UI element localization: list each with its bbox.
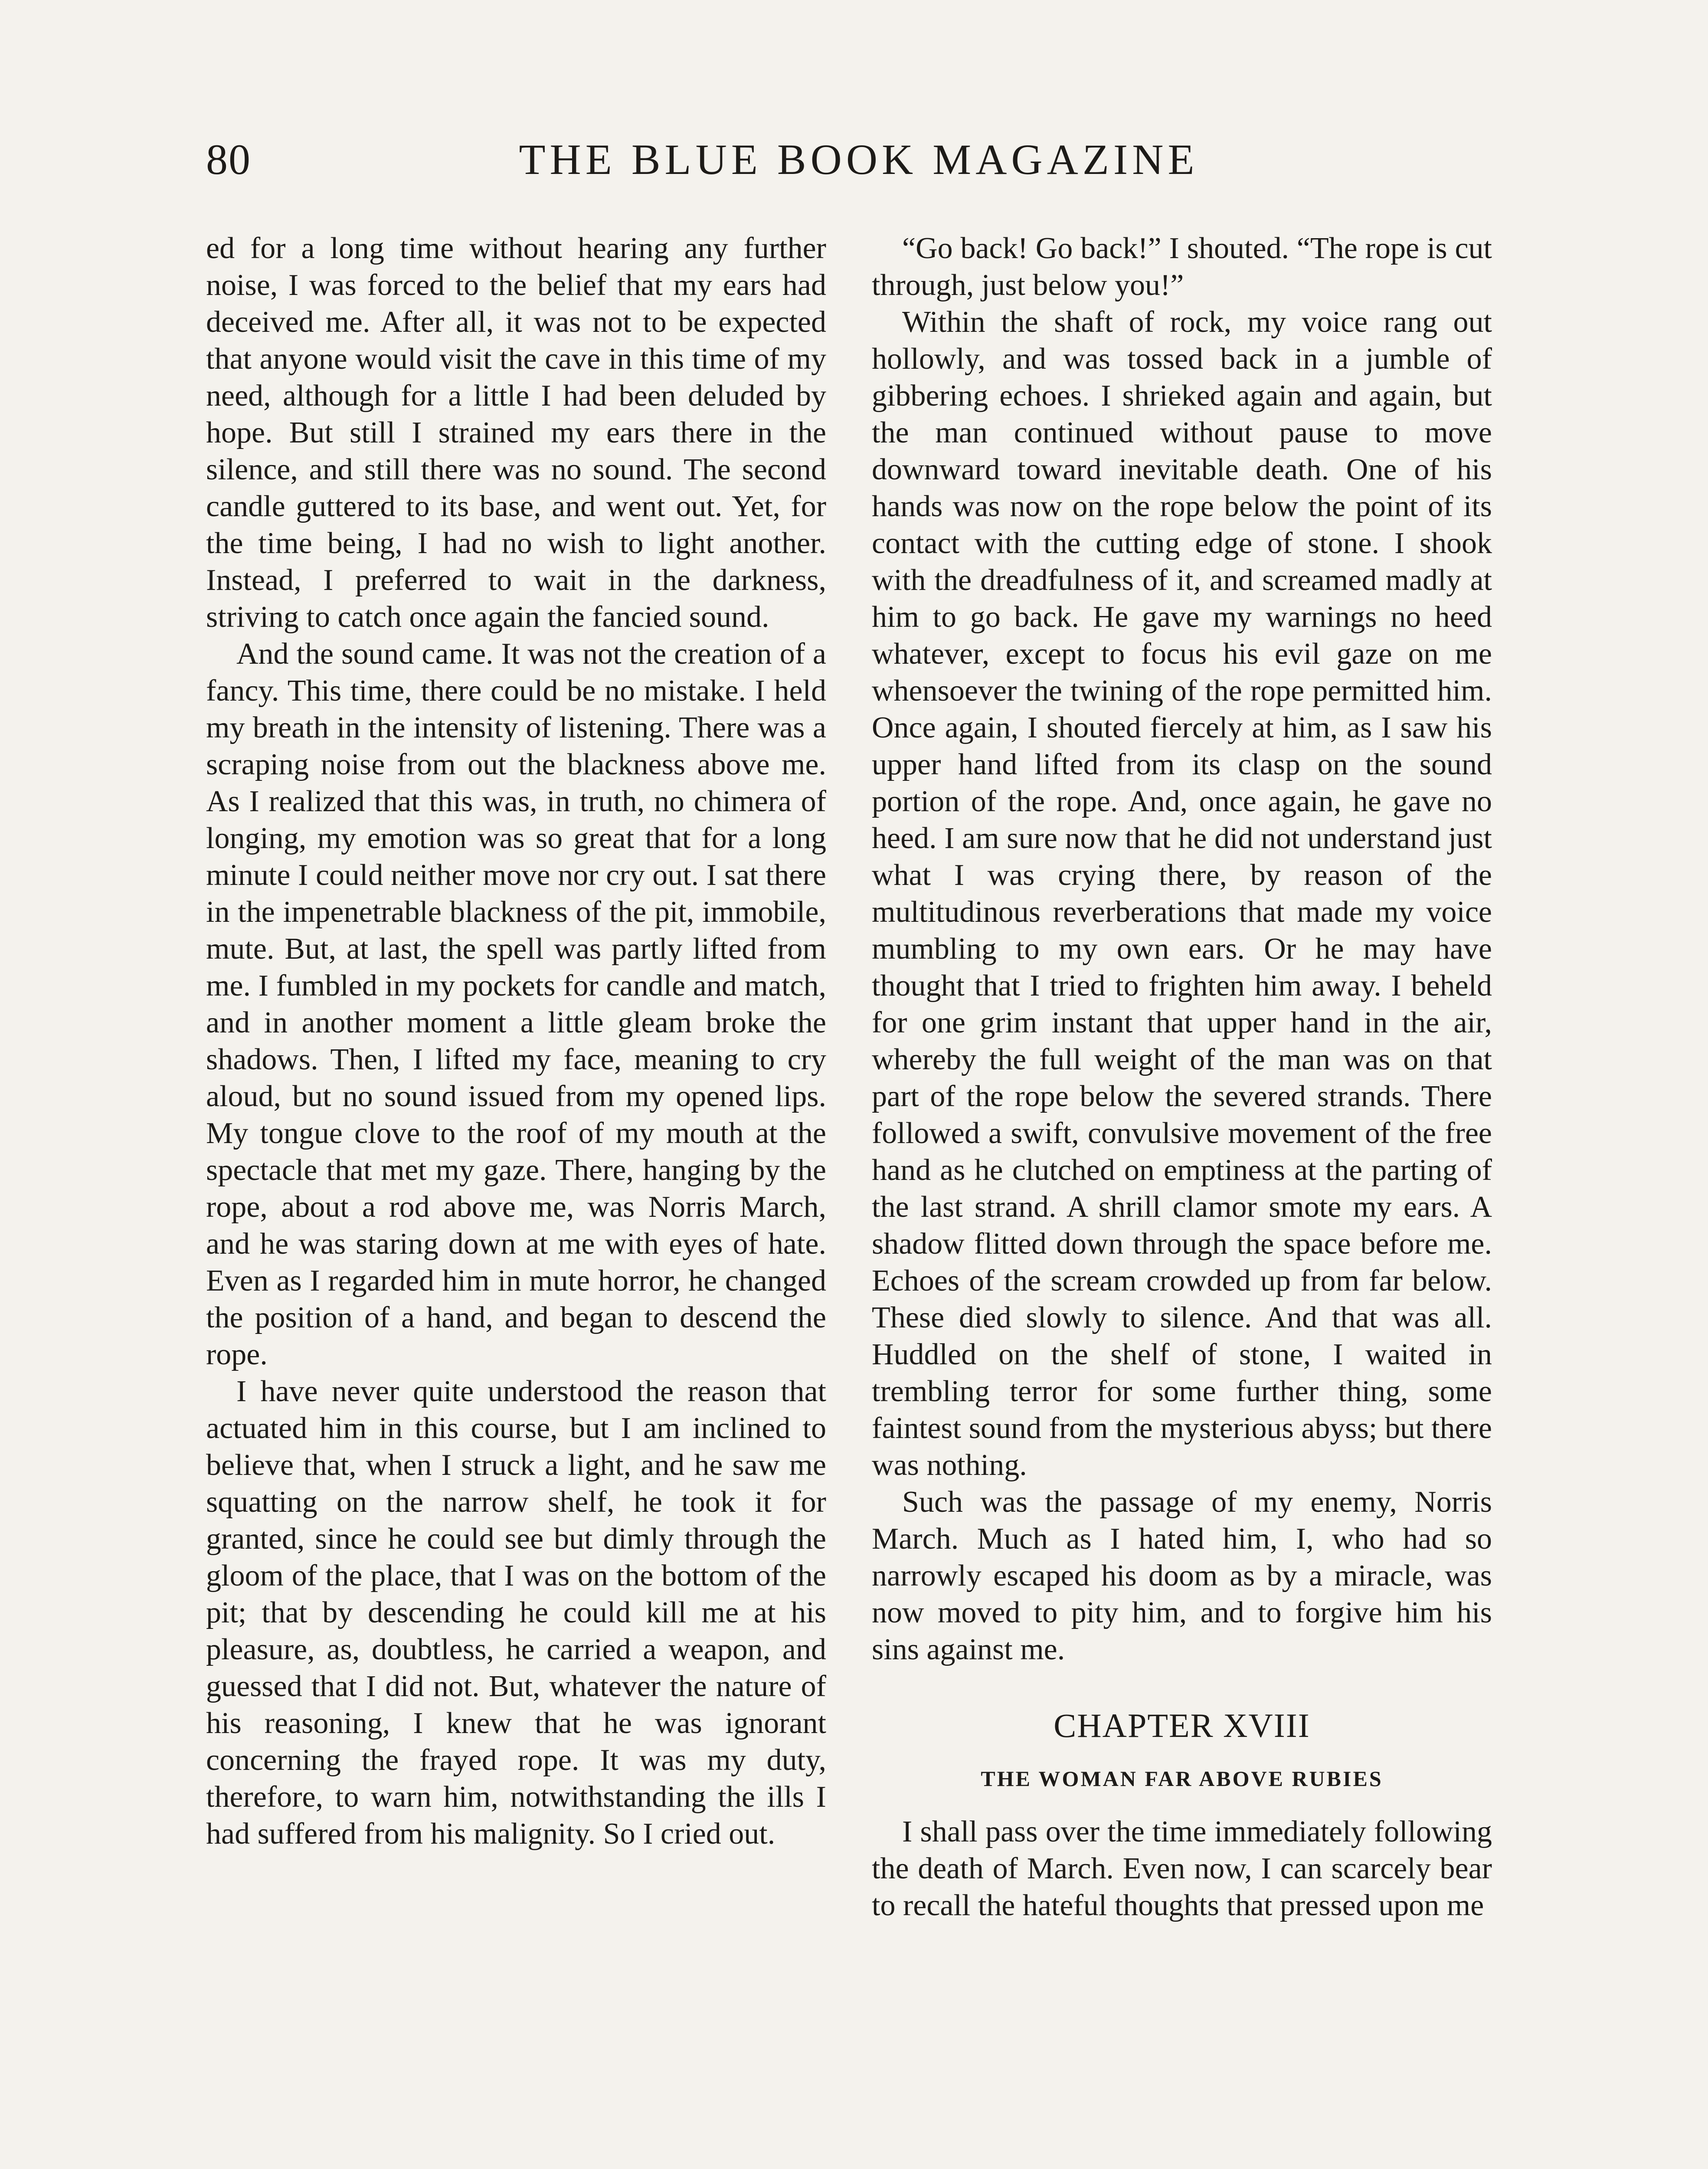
paragraph: “Go back! Go back!” I shouted. “The rope is cut through, just below you!” xyxy=(872,232,1492,302)
right-column xyxy=(872,230,1492,1924)
paragraph: Within the shaft of rock, my voice rang out hollowly, and was tossed back in a jumble of gibbering echoes. I shrieked again and again, but the man continued without pause to move downward toward inevitable death. One of his hands was now on the rope below the point of its contact with the cutting edge of stone. I shook with the dreadfulness of it, and screamed madly at him to go back. He gave my warnings no heed whatever, except to focus his evil gaze on me whensoever the twining of the rope permitted him. Once again, I shouted fiercely at him, as I saw his upper hand lifted from its clasp on the sound portion of the rope. And, once again, he gave no heed. I am sure now that he did not understand just what I was crying there, by reason of the multitudinous reverberations that made my voice mumbling to my own ears. Or he may have thought that I tried to frighten him away. I beheld for one grim instant that upper hand in the air, whereby the full weight of the man was on that part of the rope below the severed strands. There followed a swift, convulsive movement of the free hand as he clutched on emptiness at the parting of the last strand. A shrill clamor smote my ears. A shadow flitted down through the space before me. Echoes of the scream crowded up from far below. These died slowly to silence. And that was all. Huddled on the shelf of stone, I waited in trembling terror for some further thing, some faintest sound from the mysterious abyss; but there was nothing. xyxy=(872,305,1492,1482)
paragraph: I shall pass over the time immediately following the death of March. Even now, I can scarcely bear to recall the hateful thoughts that pressed upon me xyxy=(872,1815,1492,1922)
paragraph: And the sound came. It was not the creation of a fancy. This time, there could be no mistake. I held my breath in the intensity of listening. There was a scraping noise from out the blackness above me. As I realized that this was, in truth, no chimera of longing, my emotion was so great that for a long minute I could neither move nor cry out. I sat there in the impenetrable blackness of the pit, immobile, mute. But, at last, the spell was partly lifted from me. I fumbled in my pockets for candle and match, and in another moment a little gleam broke the shadows. Then, I lifted my face, meaning to cry aloud, but no sound issued from my opened lips. My tongue clove to the roof of my mouth at the spectacle that met my gaze. There, hanging by the rope, about a rod above me, was Norris March, and he was staring down at me with eyes of hate. Even as I regarded him in mute horror, he changed the position of a hand, and began to descend the rope. xyxy=(206,637,826,1371)
page-number: 80 xyxy=(206,135,251,183)
left-column xyxy=(206,230,826,1852)
running-title: THE BLUE BOOK MAGAZINE xyxy=(519,135,1199,183)
paragraph: I have never quite understood the reason that actuated him in this course, but I am inclined to believe that, when I struck a light, and he saw me squatting on the narrow shelf, he took it for granted, since he could see but dimly through the gloom of the place, that I was on the bottom of the pit; that by descending he could kill me at his pleasure, as, doubtless, he carried a weapon, and guessed that I did not. But, whatever the nature of his reasoning, I knew that he was ignorant concerning the frayed rope. It was my duty, therefore, to warn him, notwithstanding the ills I had suffered from his malignity. So I cried out. xyxy=(206,1375,826,1851)
chapter-heading: CHAPTER XVIII xyxy=(1054,1707,1310,1744)
chapter-subtitle: THE WOMAN FAR ABOVE RUBIES xyxy=(981,1766,1383,1791)
paragraph: ed for a long time without hearing any further noise, I was forced to the belief that my ears had deceived me. After all, it was not to be expected that anyone would visit the cave in this time of my need, although for a little I had been deluded by hope. But still I strained my ears there in the silence, and still there was no sound. The second candle guttered to its base, and went out. Yet, for the time being, I had no wish to light another. Instead, I preferred to wait in the darkness, striving to catch once again the fancied sound. xyxy=(206,232,826,634)
paragraph: Such was the passage of my enemy, Norris March. Much as I hated him, I, who had so narrowly escaped his doom as by a miracle, was now moved to pity him, and to forgive him his sins against me. xyxy=(872,1485,1492,1666)
